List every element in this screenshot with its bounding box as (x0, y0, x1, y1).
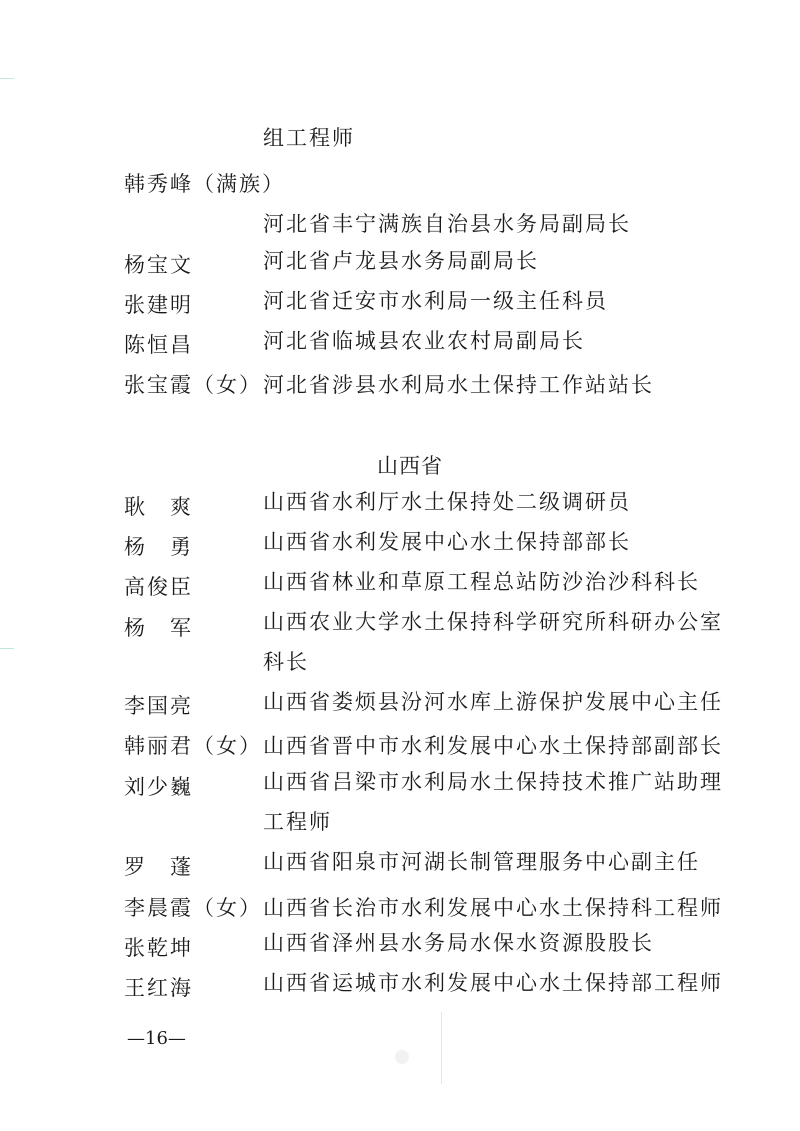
entry-position: 山西省泽州县水务局水保水资源股股长 (263, 931, 654, 955)
entry-position: 山西省林业和草原工程总站防沙治沙科科长 (263, 570, 700, 594)
entry-position: 河北省迁安市水利局一级主任科员 (263, 289, 608, 313)
entry-position: 河北省临城县农业农村局副局长 (263, 329, 585, 353)
entry-name: 张乾坤 (124, 936, 193, 960)
scan-edge-mark (0, 78, 14, 79)
entry-position: 山西省吕梁市水利局水土保持技术推广站助理 (263, 770, 723, 794)
entry-position: 山西农业大学水土保持科学研究所科研办公室 (263, 610, 723, 634)
entry-position: 山西省阳泉市河湖长制管理服务中心副主任 (263, 850, 700, 874)
scan-artifact-line (441, 1012, 442, 1084)
entry-name: 罗 蓬 (124, 855, 193, 879)
entry-position: 河北省涉县水利局水土保持工作站站长 (263, 373, 654, 397)
entry-position: 山西省长治市水利发展中心水土保持科工程师 (263, 896, 723, 920)
entry-name: 耿 爽 (124, 495, 193, 519)
entry-position: 山西省娄烦县汾河水库上游保护发展中心主任 (263, 690, 723, 714)
scan-edge-mark (0, 648, 14, 649)
entry-name: 李国亮 (124, 694, 193, 718)
entry-position-continued: 科长 (263, 650, 309, 674)
entry-name: 韩丽君（女） (124, 734, 262, 758)
entry-name: 张建明 (124, 293, 193, 317)
page-number: —16— (127, 1028, 186, 1049)
entry-position: 山西省晋中市水利发展中心水土保持部副部长 (263, 734, 723, 758)
entry-position: 河北省丰宁满族自治县水务局副局长 (263, 212, 631, 236)
entry-name: 李晨霞（女） (124, 896, 262, 920)
entry-name: 杨 勇 (124, 535, 193, 559)
entry-name: 王红海 (124, 976, 193, 1000)
entry-name: 陈恒昌 (124, 333, 193, 357)
entry-name: 杨 军 (124, 616, 193, 640)
entry-name: 高俊臣 (124, 575, 193, 599)
entry-position-continued: 工程师 (263, 810, 332, 834)
entry-name: 刘少巍 (124, 775, 193, 799)
entry-position: 河北省卢龙县水务局副局长 (263, 249, 539, 273)
title-continuation: 组工程师 (263, 126, 355, 150)
entry-position: 山西省水利厅水土保持处二级调研员 (263, 490, 631, 514)
entry-name: 韩秀峰（满族） (124, 172, 285, 196)
entry-name: 张宝霞（女） (124, 373, 262, 397)
scan-artifact-smudge (395, 1050, 409, 1064)
entry-name: 杨宝文 (124, 253, 193, 277)
entry-position: 山西省水利发展中心水土保持部部长 (263, 530, 631, 554)
section-heading: 山西省 (377, 454, 443, 478)
entry-position: 山西省运城市水利发展中心水土保持部工程师 (263, 971, 723, 995)
